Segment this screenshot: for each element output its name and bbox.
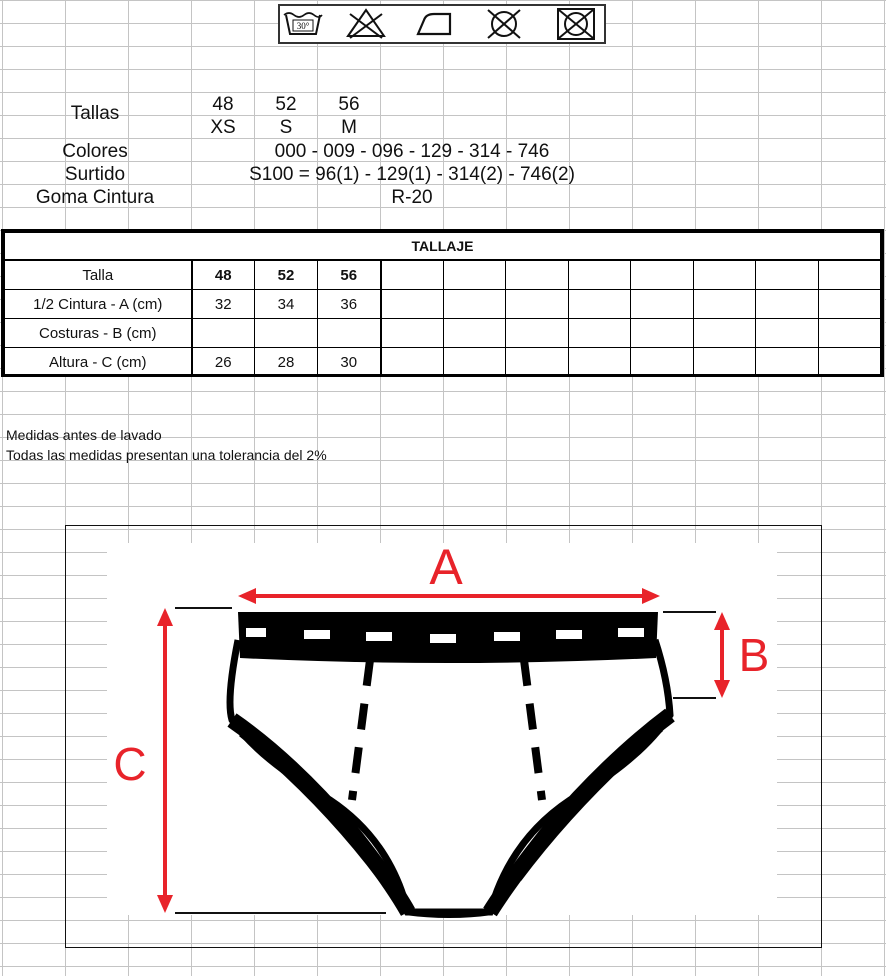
goma-cintura-label: Goma Cintura — [35, 187, 155, 208]
note-tolerance: Todas las medidas presentan una tolerancia del 2% — [6, 447, 327, 463]
size-letter-xs: XS — [210, 117, 236, 138]
dimension-b-label: B — [738, 629, 770, 681]
surtido-label: Surtido — [64, 164, 126, 185]
table-cell: 32 — [192, 290, 255, 319]
dimension-b — [663, 612, 730, 698]
table-cell: 56 — [318, 260, 381, 290]
size-num-48: 48 — [212, 94, 234, 115]
tallas-label: Tallas — [70, 103, 120, 124]
row-label: Costuras - B (cm) — [5, 319, 192, 348]
colores-label: Colores — [62, 141, 128, 162]
row-label: 1/2 Cintura - A (cm) — [5, 290, 192, 319]
goma-cintura-value: R-20 — [391, 187, 433, 208]
dimension-c-label: C — [113, 738, 147, 790]
table-cell: 28 — [255, 348, 318, 377]
dimension-a-label: A — [429, 539, 463, 595]
colores-value: 000 - 009 - 096 - 129 - 314 - 746 — [274, 141, 550, 162]
table-cell: 26 — [192, 348, 255, 377]
tallaje-title: TALLAJE — [5, 233, 881, 261]
row-label: Talla — [5, 260, 192, 290]
table-cell: 30 — [318, 348, 381, 377]
size-letter-m: M — [341, 117, 357, 138]
surtido-value: S100 = 96(1) - 129(1) - 314(2) - 746(2) — [249, 164, 575, 185]
wash-temp-label: 30° — [296, 21, 310, 31]
brief-illustration — [230, 612, 670, 915]
table-cell: 52 — [255, 260, 318, 290]
size-letter-s: S — [279, 117, 293, 138]
table-cell: 34 — [255, 290, 318, 319]
note-before-wash: Medidas antes de lavado — [6, 427, 162, 443]
table-cell: 36 — [318, 290, 381, 319]
size-num-56: 56 — [338, 94, 360, 115]
table-cell: 48 — [192, 260, 255, 290]
row-label: Altura - C (cm) — [5, 348, 192, 377]
size-num-52: 52 — [275, 94, 297, 115]
